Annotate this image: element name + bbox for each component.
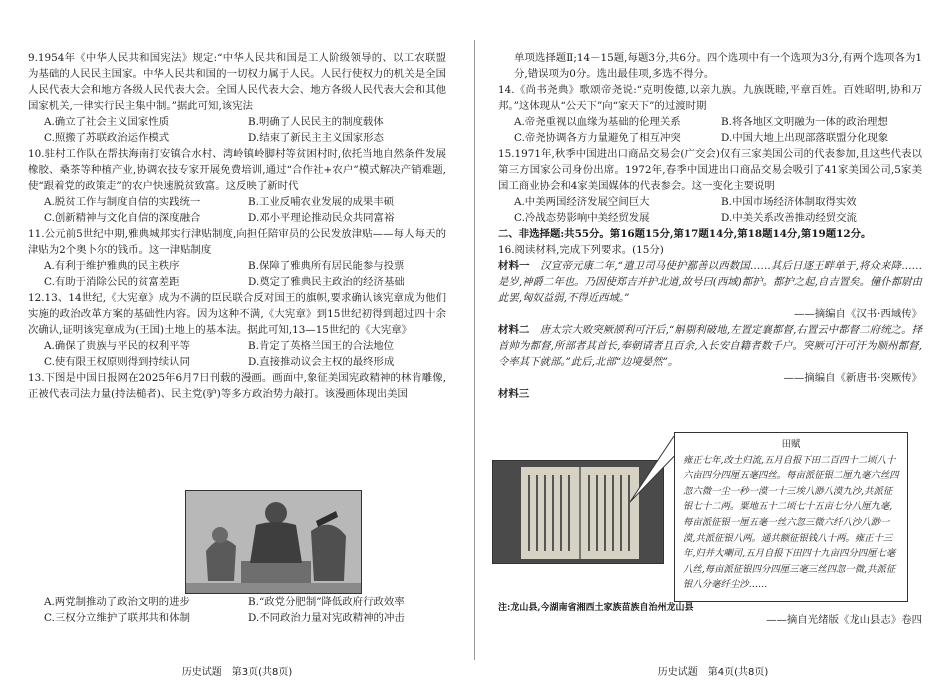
political-cartoon-image xyxy=(185,490,362,594)
options xyxy=(28,338,446,370)
options xyxy=(498,114,922,146)
option-d: D.中美关系改善推动经贸交流 xyxy=(721,212,857,224)
material-label: 材料二 xyxy=(498,324,530,336)
option-c: C.创新精神与文化自信的深度融合 xyxy=(44,212,201,224)
material-source: ——摘编自《汉书·西域传》 xyxy=(794,308,922,320)
option-c: C.照搬了苏联政治运作模式 xyxy=(44,132,170,144)
question-9 xyxy=(28,50,446,146)
options xyxy=(28,594,446,626)
question-stem: 14.《尚书尧典》歌颂帝尧说:“克明俊德,以亲九族。九族既睦,平章百姓。百姓昭明,协和万邦。”这体现从“公天下”向“家天下”的过渡时期 xyxy=(498,84,922,112)
question-stem: 9.1954年《中华人民共和国宪法》规定:“中华人民共和国是工人阶级领导的、以工农联盟为基础的人民民主国家。中华人民共和国的一切权力属于人民。人民行使权力的机关是全国人民代表大会和地方各级人民代表大会。全国人民代表大会、地方各级人民代表大会和其他国家机关,一律实行民主集中制。”据此可知,该宪法 xyxy=(28,52,446,112)
options xyxy=(28,114,446,146)
lincoln-statue-cartoon-icon xyxy=(186,491,361,593)
excerpt-text: 雍正七年,改土归流,五月自报下田二百四十二顷八十六亩四分四厘五毫四丝。每亩派征银二厘九毫六丝四忽六微一尘一秒一漠一十三埃八渺八漠九沙,共派征银七十二两。粟地五十二顷七十五亩七分八厘九毫,每亩派征银一厘五毫一丝六忽三微六纤八沙八渺一漠,共派征银八两。通共额征银钱八十两。雍正十三年,归并大喇司,五月自报下田四十九亩四分四厘七毫八丝,每亩派征银四分四厘三毫三丝四忽一微,共派征银八分毫纤尘沙…… xyxy=(683,454,899,591)
page-footer: 历史试题 第3页(共8页) xyxy=(181,667,293,678)
section-heading: 二、非选择题:共55分。第16题15分,第17题14分,第18题14分,第19题12分。 xyxy=(498,228,872,240)
question-stem: 10.驻村工作队在帮扶海南打安镇合水村、湾岭镇岭脚村等贫困村时,依托当地自然条件发展橡胶、桑茶等种植产业,协调农技专家开展免费培训,通过“合作社+农户”模式解决产销难题,使“跟着党的政策走”的农户快速脱贫致富。这反映了新时代 xyxy=(28,148,446,192)
option-d: D.不同政治力量对宪政精神的冲击 xyxy=(248,612,405,624)
option-b: B.工业反哺农业发展的成果丰硕 xyxy=(248,196,395,208)
option-b: B.保障了雅典所有居民能参与投票 xyxy=(248,260,405,272)
question-11 xyxy=(28,226,446,290)
option-c: C.使有限王权原则得到持续认同 xyxy=(44,356,190,368)
option-b: B.将各地区文明融为一体的政治理想 xyxy=(721,116,888,128)
material-3-label: 材料三 xyxy=(498,388,530,400)
options xyxy=(28,194,446,226)
footnote: 注:龙山县,今湖南省湘西土家族苗族自治州龙山县 xyxy=(498,603,694,613)
section-intro: 单项选择题Ⅱ;14－15题,每题3分,共6分。四个选项中有一个选项为3分,有两个选项各为1分,错误项为0分。选出最佳项,多选不得分。 xyxy=(514,52,922,80)
option-b: B.中国市场经济体制取得实效 xyxy=(721,196,857,208)
gazetteer-excerpt-box xyxy=(674,432,908,602)
right-page xyxy=(476,0,950,688)
right-column xyxy=(498,50,922,402)
option-d: D.结束了新民主主义国家形态 xyxy=(248,132,384,144)
page-footer: 历史试题 第4页(共8页) xyxy=(657,667,769,678)
material-text: 唐太宗大败突厥颉利可汗后,“斛剔利破地,左置定襄都督,右置云中都督二府统之。择首帅为都督,所部者其首长,奉朝请者且百余,入长安自籍者数千户。突厥可汗可汗为顺州都督,令率其下就部。”此后,北部“边境晏然”。 xyxy=(498,324,923,368)
option-d: D.中国大地上出现部落联盟分化现象 xyxy=(721,132,889,144)
material-source: ——摘自光绪版《龙山县志》卷四 xyxy=(766,614,922,626)
option-d: D.直接推动议会主权的最终形成 xyxy=(248,356,395,368)
option-a: A.中美两国经济发展空间巨大 xyxy=(514,196,650,208)
option-c: C.帝尧协调各方力量避免了相互冲突 xyxy=(514,132,681,144)
question-16-heading: 16.阅读材料,完成下列要求。(15分) xyxy=(498,244,664,256)
question-12 xyxy=(28,290,446,370)
material-label: 材料一 xyxy=(498,260,530,272)
question-stem: 11.公元前5世纪中期,雅典城邦实行津贴制度,向担任陪审员的公民发放津贴——每人每天的津贴为2个奥卜尔的钱币。这一津贴制度 xyxy=(28,228,446,256)
question-15 xyxy=(498,146,922,226)
material-text: 汉宣帝元康二年,“遣卫司马使护鄯善以西数国……其后日逐王畔单于,将众来降……是岁,神爵二年也。乃因使郑吉并护北道,故号曰(西域)都护。都护之起,自吉置矣。僮仆都尉由此罢,匈奴益弱,不得近西域。” xyxy=(498,260,923,304)
option-d: D.奠定了雅典民主政治的经济基础 xyxy=(248,276,405,288)
question-13 xyxy=(28,370,446,402)
options xyxy=(28,258,446,290)
option-b: B.“政党分肥制”降低政府行政效率 xyxy=(248,596,405,608)
option-a: A.帝尧重视以血缘为基础的伦理关系 xyxy=(514,116,681,128)
left-column xyxy=(28,50,446,402)
option-c: C.有助于消除公民的贫富差距 xyxy=(44,276,180,288)
option-b: B.明确了人民民主的制度载体 xyxy=(248,116,384,128)
q13-options-block xyxy=(28,594,446,626)
option-d: D.邓小平理论推动民众共同富裕 xyxy=(248,212,395,224)
option-a: A.确立了社会主义国家性质 xyxy=(44,116,170,128)
option-a: A.两党制推动了政治文明的进步 xyxy=(44,596,190,608)
material-source: ——摘编自《新唐书·突厥传》 xyxy=(783,372,922,384)
option-a: A.有利于维护雅典的民主秩序 xyxy=(44,260,180,272)
options xyxy=(498,194,922,226)
question-10 xyxy=(28,146,446,226)
option-a: A.确保了贵族与平民的权利平等 xyxy=(44,340,190,352)
material-1 xyxy=(498,258,922,306)
option-c: C.冷战态势影响中美经贸发展 xyxy=(514,212,650,224)
question-stem: 13.下图是中国日报网在2025年6月7日刊载的漫画。画面中,象征美国宪政精神的林肯雕像,正被代表司法力量(持法槌者)、民主党(驴)等多方政治势力敲打。该漫画体现出美国 xyxy=(28,372,446,400)
page-divider xyxy=(474,40,475,660)
question-stem: 15.1971年,秋季中国进出口商品交易会(广交会)仅有三家美国公司的代表参加,且这些代表以第三方国家公司身份出席。1972年,春季中国进出口商品交易会吸引了41家美国公司,5家美国工商业协会和4家美国媒体的代表参会。这一变化主要说明 xyxy=(498,148,922,192)
material-2 xyxy=(498,322,922,370)
option-c: C.三权分立维护了联邦共和体制 xyxy=(44,612,190,624)
left-page xyxy=(0,0,474,688)
excerpt-title: 田赋 xyxy=(781,439,801,450)
option-a: A.脱贫工作与制度自信的实践统一 xyxy=(44,196,201,208)
question-14 xyxy=(498,82,922,146)
option-b: B.肯定了英格兰国王的合法地位 xyxy=(248,340,395,352)
question-stem: 12.13、14世纪,《大宪章》成为不满的臣民联合反对国王的旗帜,要求确认该宪章成为他们实施的政治改革方案的基础性内容。因为这种不满,《大宪章》到15世纪初得到超过四十余次确认,证明该宪章成为(王国)土地上的基本法。据此可知,13—15世纪的《大宪章》 xyxy=(28,292,446,336)
